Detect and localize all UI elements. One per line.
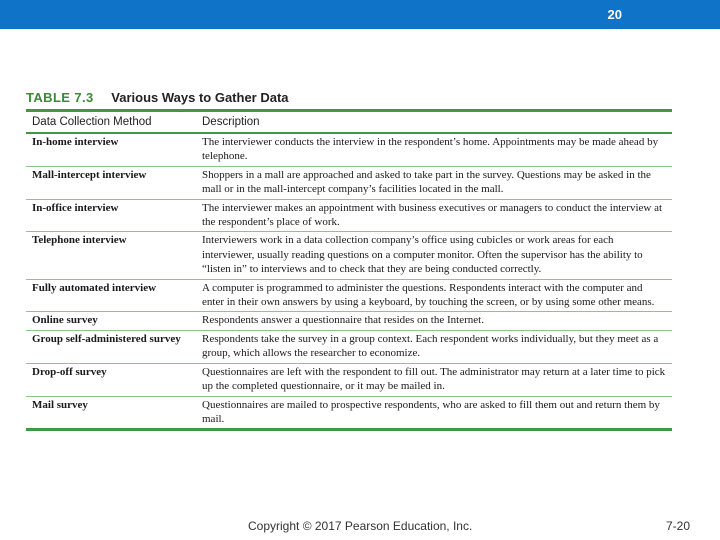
description-cell: Questionnaires are left with the respondent to fill out. The administrator may return at a later time to pick up the completed questionnaire, or it may be mailed in. [202, 365, 666, 393]
description-cell: Questionnaires are mailed to prospective respondents, who are asked to fill them out and return them by mail. [202, 398, 660, 425]
description-cell: A computer is programmed to administer the questions. Respondents interact with the computer and enter in their own answers by using a keyboard, by touching the screen, or by using some other means. [202, 281, 655, 309]
method-cell: Fully automated interview [32, 281, 157, 294]
header-bar [0, 0, 720, 29]
table-heading [26, 90, 672, 106]
table-row [26, 312, 672, 330]
table-row [26, 134, 672, 167]
table-row [26, 280, 672, 313]
copyright-text: Copyright © 2017 Pearson Education, Inc. [248, 519, 473, 533]
method-cell: Mail survey [32, 398, 88, 411]
method-cell: Drop-off survey [32, 365, 107, 378]
method-cell: In-home interview [32, 136, 119, 148]
table-row [26, 331, 672, 364]
method-cell: Telephone interview [32, 234, 127, 247]
table-header-row [26, 112, 672, 134]
table-row [26, 200, 672, 233]
method-cell: In-office interview [32, 201, 119, 214]
description-cell: The interviewer makes an appointment with business executives or managers to conduct the interview at the respondent’s place of work. [202, 201, 663, 229]
column-header-method: Data Collection Method [32, 116, 152, 128]
slide-number: 7-20 [665, 519, 690, 533]
table-row [26, 232, 672, 279]
table-label: TABLE 7.3 [26, 90, 94, 105]
description-cell: The interviewer conducts the interview in the respondent’s home. Appointments may be made ahead by telephone. [202, 136, 659, 163]
description-cell: Respondents take the survey in a group context. Each respondent works individually, but they meet as a group, which allows the researcher to economize. [202, 332, 659, 360]
table-bottom-rule [26, 428, 672, 431]
table-row [26, 364, 672, 397]
table-row [26, 167, 672, 200]
method-cell: Online survey [32, 314, 98, 327]
description-cell: Respondents answer a questionnaire that resides on the Internet. [202, 314, 484, 327]
description-cell: Interviewers work in a data collection company’s office using cubicles or work areas for each interviewer, usually reading questions on a computer monitor. Often the supervisor has the ability to “listen in” to interviews and to check that they are being conducted correctly. [202, 234, 643, 276]
page-number: 20 [607, 7, 622, 22]
table-row [26, 397, 672, 429]
description-cell: Shoppers in a mall are approached and asked to take part in the survey. Questions may be asked in the mall or in the mall-intercept company’s facilities located in the mall. [202, 168, 651, 196]
data-collection-table [26, 90, 672, 431]
column-header-description: Description [202, 116, 260, 128]
method-cell: Group self-administered survey [32, 332, 181, 345]
table-title: Various Ways to Gather Data [111, 90, 289, 105]
table-body [26, 134, 672, 428]
method-cell: Mall-intercept interview [32, 168, 147, 181]
